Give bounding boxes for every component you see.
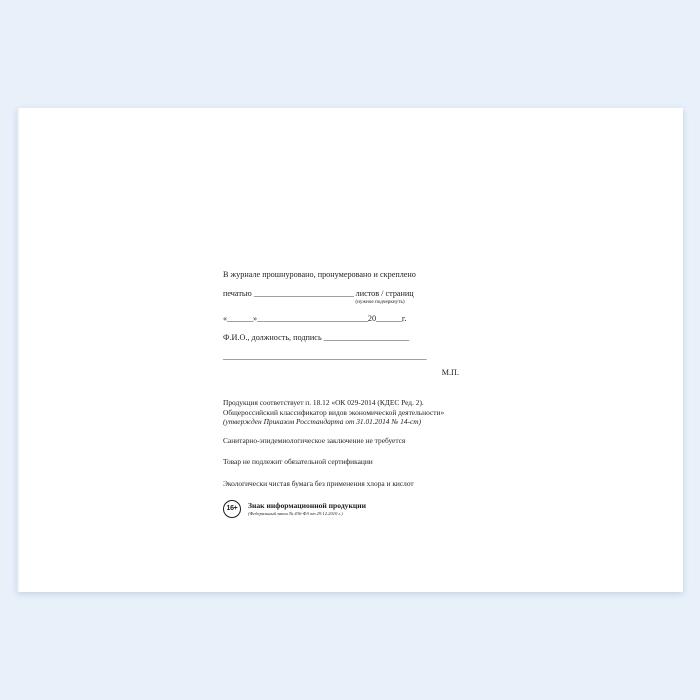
- certification-line-1: [223, 271, 473, 279]
- certification-line-5: [223, 353, 473, 361]
- age-mark-law: (Федеральный закон № 436-ФЗ от 29.12.2010 г.): [248, 511, 343, 517]
- date-open-quote: «: [223, 313, 228, 323]
- signatory-label: Ф.И.О., должность, подпись: [223, 332, 322, 342]
- certification-line-2: [223, 290, 473, 298]
- notes-block: [223, 398, 473, 518]
- note-okved-line-3: (утвержден Приказом Росстандарта от 31.01.2014 № 14-ст): [223, 417, 422, 427]
- date-day-rule: _______: [227, 313, 253, 323]
- stamp-label: М.П.: [441, 368, 459, 378]
- signatory-rule: _______________________: [323, 332, 409, 342]
- note-sanitary: Санитарно-эпидемиологическое заключение не требуется: [223, 435, 406, 445]
- certification-line-1-text: В журнале прошнуровано, пронумеровано и скреплено: [223, 270, 416, 279]
- document-content: [223, 271, 473, 518]
- signatory-rule-second: _______________________________________________________: [223, 352, 427, 362]
- note-certification: Товар не подлежит обязательной сертификации: [223, 457, 373, 467]
- age-mark: [223, 500, 473, 518]
- certification-line-2-rule: ___________________________: [253, 289, 354, 299]
- age-mark-title: Знак информационной продукции: [248, 500, 366, 510]
- certification-block: [223, 271, 473, 377]
- date-year-suffix: г.: [401, 313, 407, 323]
- note-okved-line-2: Общероссийский классификатор видов экономической деятельности»: [223, 407, 445, 417]
- certification-line-2-prefix: печатью: [223, 289, 252, 299]
- note-eco-paper: Экологически чистая бумага без применения хлора и кислот: [223, 478, 414, 488]
- note-okved-line-1: Продукция соответствует п. 18.12 «ОК 029-2014 (КДЕС Ред. 2).: [223, 398, 424, 408]
- certification-line-2-note: (нужное подчеркнуть): [355, 299, 405, 306]
- certification-line-3: [223, 315, 473, 323]
- date-close-quote: »: [252, 313, 258, 323]
- age-badge-icon: 16+: [223, 500, 241, 518]
- date-year-prefix: 20: [367, 313, 377, 323]
- note-okved: [223, 398, 473, 426]
- date-month-rule: ______________________________: [257, 313, 368, 323]
- age-mark-text: [248, 502, 366, 517]
- certification-line-4: [223, 334, 473, 342]
- document-paper: [17, 108, 683, 592]
- certification-line-2-suffix: листов / страниц: [355, 289, 414, 299]
- date-year-rule: _______: [376, 313, 402, 323]
